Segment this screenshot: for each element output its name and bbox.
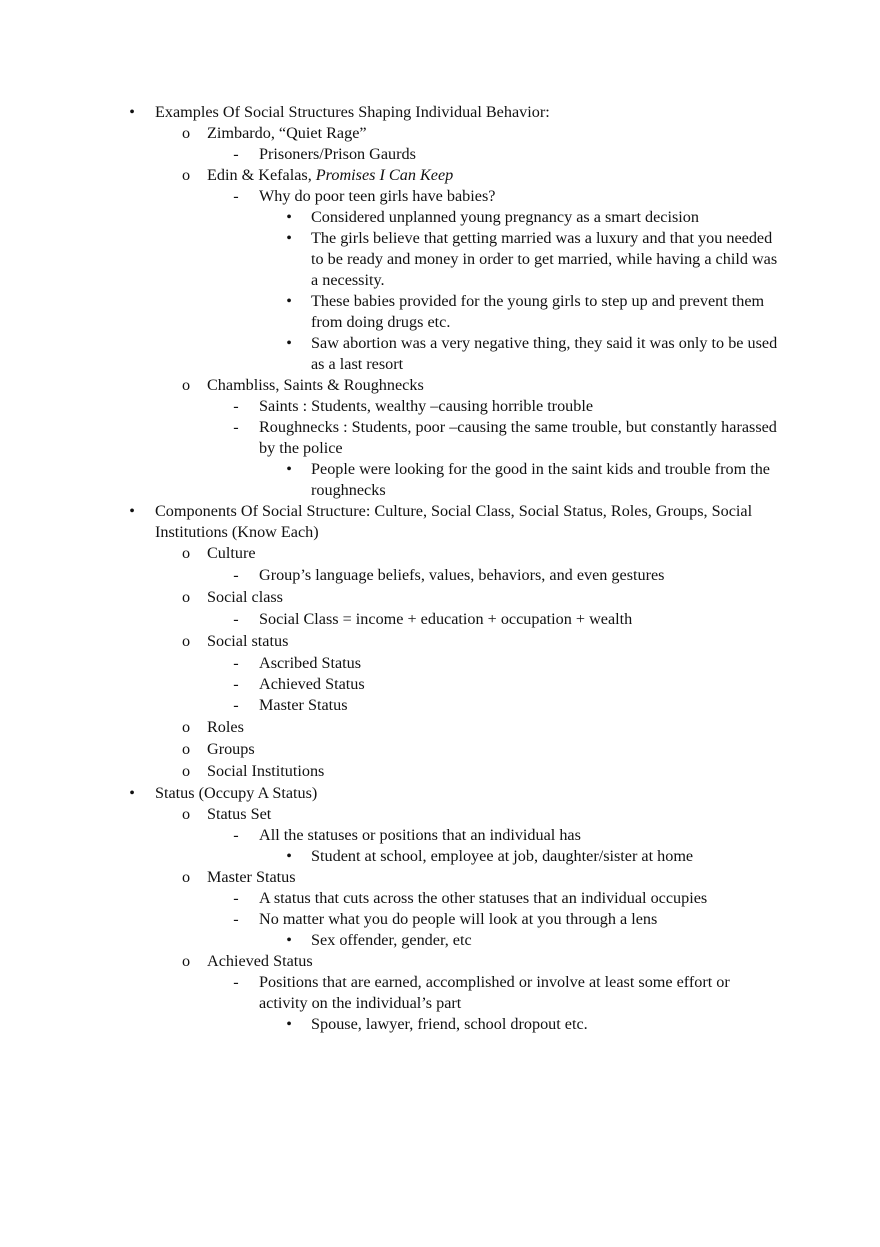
bullet-marker: • (286, 1016, 292, 1033)
dash-marker: - (233, 566, 239, 584)
detail-text: Ascribed Status (259, 654, 362, 672)
subtopic (0, 543, 880, 564)
detail-item (0, 565, 880, 586)
subtopic-author: Edin & Kefalas, (207, 166, 316, 184)
bullet-point (0, 1014, 880, 1035)
dash-marker: - (233, 187, 239, 205)
bullet-point (0, 846, 880, 867)
detail-item (0, 144, 880, 165)
bullet-marker: • (286, 293, 292, 310)
circle-marker: o (181, 952, 191, 970)
dash-marker: - (233, 889, 239, 907)
bullet-marker: • (286, 230, 292, 247)
subtopic-text: Roles (207, 718, 244, 736)
section-heading (0, 501, 880, 543)
circle-marker: o (181, 740, 191, 758)
detail-text: Why do poor teen girls have babies? (259, 187, 496, 205)
subtopic-text: Status Set (207, 805, 272, 823)
subtopic (0, 587, 880, 608)
detail-text: Social Class = income + education + occupation + wealth (259, 610, 633, 628)
detail-item (0, 909, 880, 930)
dash-marker: - (233, 910, 239, 928)
subtopic (0, 804, 880, 825)
subtopic-text (207, 165, 777, 186)
bullet-point (0, 291, 880, 333)
subtopic (0, 951, 880, 972)
dash-marker: - (233, 145, 239, 163)
bullet-marker: • (129, 785, 135, 802)
dash-marker: - (233, 397, 239, 415)
subtopic (0, 739, 880, 760)
bullet-marker: • (286, 461, 292, 478)
bullet-text: These babies provided for the young girls to step up and prevent them from doing drugs etc. (311, 292, 765, 331)
detail-item (0, 417, 880, 459)
bullet-text: Saw abortion was a very negative thing, they said it was only to be used as a last resort (311, 334, 778, 373)
bullet-text: Spouse, lawyer, friend, school dropout etc. (311, 1015, 588, 1033)
bullet-marker: • (286, 209, 292, 226)
subtopic (0, 165, 880, 186)
subtopic (0, 375, 880, 396)
subtopic (0, 867, 880, 888)
bullet-marker: • (129, 503, 135, 520)
subtopic-text: Groups (207, 740, 255, 758)
detail-item (0, 972, 880, 1014)
detail-text: All the statuses or positions that an individual has (259, 826, 581, 844)
section-heading (0, 783, 880, 804)
subtopic-text: Achieved Status (207, 952, 313, 970)
dash-marker: - (233, 696, 239, 714)
subtopic-text: Master Status (207, 868, 296, 886)
detail-text: A status that cuts across the other statuses that an individual occupies (259, 889, 708, 907)
section-heading (0, 102, 880, 123)
circle-marker: o (181, 868, 191, 886)
detail-item (0, 825, 880, 846)
circle-marker: o (181, 632, 191, 650)
subtopic (0, 717, 880, 738)
subtopic (0, 761, 880, 782)
bullet-marker: • (286, 848, 292, 865)
detail-text: Saints : Students, wealthy –causing horrible trouble (259, 397, 594, 415)
bullet-text: Student at school, employee at job, daughter/sister at home (311, 847, 694, 865)
subtopic (0, 631, 880, 652)
circle-marker: o (181, 544, 191, 562)
detail-item (0, 396, 880, 417)
bullet-point (0, 333, 880, 375)
subtopic-text: Zimbardo, “Quiet Rage” (207, 124, 367, 142)
bullet-text: Sex offender, gender, etc (311, 931, 472, 949)
detail-text: Achieved Status (259, 675, 365, 693)
bullet-marker: • (286, 932, 292, 949)
detail-item (0, 609, 880, 630)
dash-marker: - (233, 418, 239, 436)
detail-item (0, 186, 880, 207)
bullet-text: The girls believe that getting married was a luxury and that you needed to be ready and money in order to get married, while having a child was a necessity. (311, 229, 778, 289)
circle-marker: o (181, 762, 191, 780)
notes-outline (0, 102, 880, 1035)
subtopic-text: Chambliss, Saints & Roughnecks (207, 376, 424, 394)
bullet-point (0, 207, 880, 228)
section-heading-text: Examples Of Social Structures Shaping Individual Behavior: (155, 103, 550, 121)
section-heading-text: Components Of Social Structure: Culture, Social Class, Social Status, Roles, Groups, Social Institutions (Know Each) (155, 502, 753, 541)
detail-text: Roughnecks : Students, poor –causing the same trouble, but constantly harassed by the police (259, 418, 777, 457)
subtopic-text: Social class (207, 588, 283, 606)
circle-marker: o (181, 166, 191, 184)
detail-text: Group’s language beliefs, values, behaviors, and even gestures (259, 566, 665, 584)
bullet-text: People were looking for the good in the saint kids and trouble from the roughnecks (311, 460, 770, 499)
dash-marker: - (233, 654, 239, 672)
bullet-marker: • (286, 335, 292, 352)
detail-item (0, 695, 880, 716)
detail-text: Prisoners/Prison Gaurds (259, 145, 416, 163)
section-heading-text: Status (Occupy A Status) (155, 784, 318, 802)
bullet-point (0, 930, 880, 951)
circle-marker: o (181, 805, 191, 823)
detail-text: Positions that are earned, accomplished or involve at least some effort or activity on the individual’s part (259, 973, 730, 1012)
subtopic (0, 123, 880, 144)
circle-marker: o (181, 588, 191, 606)
bullet-text: Considered unplanned young pregnancy as a smart decision (311, 208, 699, 226)
dash-marker: - (233, 826, 239, 844)
book-title: Promises I Can Keep (315, 166, 454, 184)
detail-item (0, 653, 880, 674)
subtopic-text: Social status (207, 632, 289, 650)
circle-marker: o (181, 124, 191, 142)
dash-marker: - (233, 973, 239, 991)
circle-marker: o (181, 718, 191, 736)
bullet-point (0, 228, 880, 291)
detail-item (0, 888, 880, 909)
dash-marker: - (233, 610, 239, 628)
subtopic-text: Social Institutions (207, 762, 325, 780)
detail-text: Master Status (259, 696, 348, 714)
detail-item (0, 674, 880, 695)
subtopic-text: Culture (207, 544, 256, 562)
bullet-marker: • (129, 104, 135, 121)
bullet-point (0, 459, 880, 501)
circle-marker: o (181, 376, 191, 394)
dash-marker: - (233, 675, 239, 693)
detail-text: No matter what you do people will look at you through a lens (259, 910, 658, 928)
